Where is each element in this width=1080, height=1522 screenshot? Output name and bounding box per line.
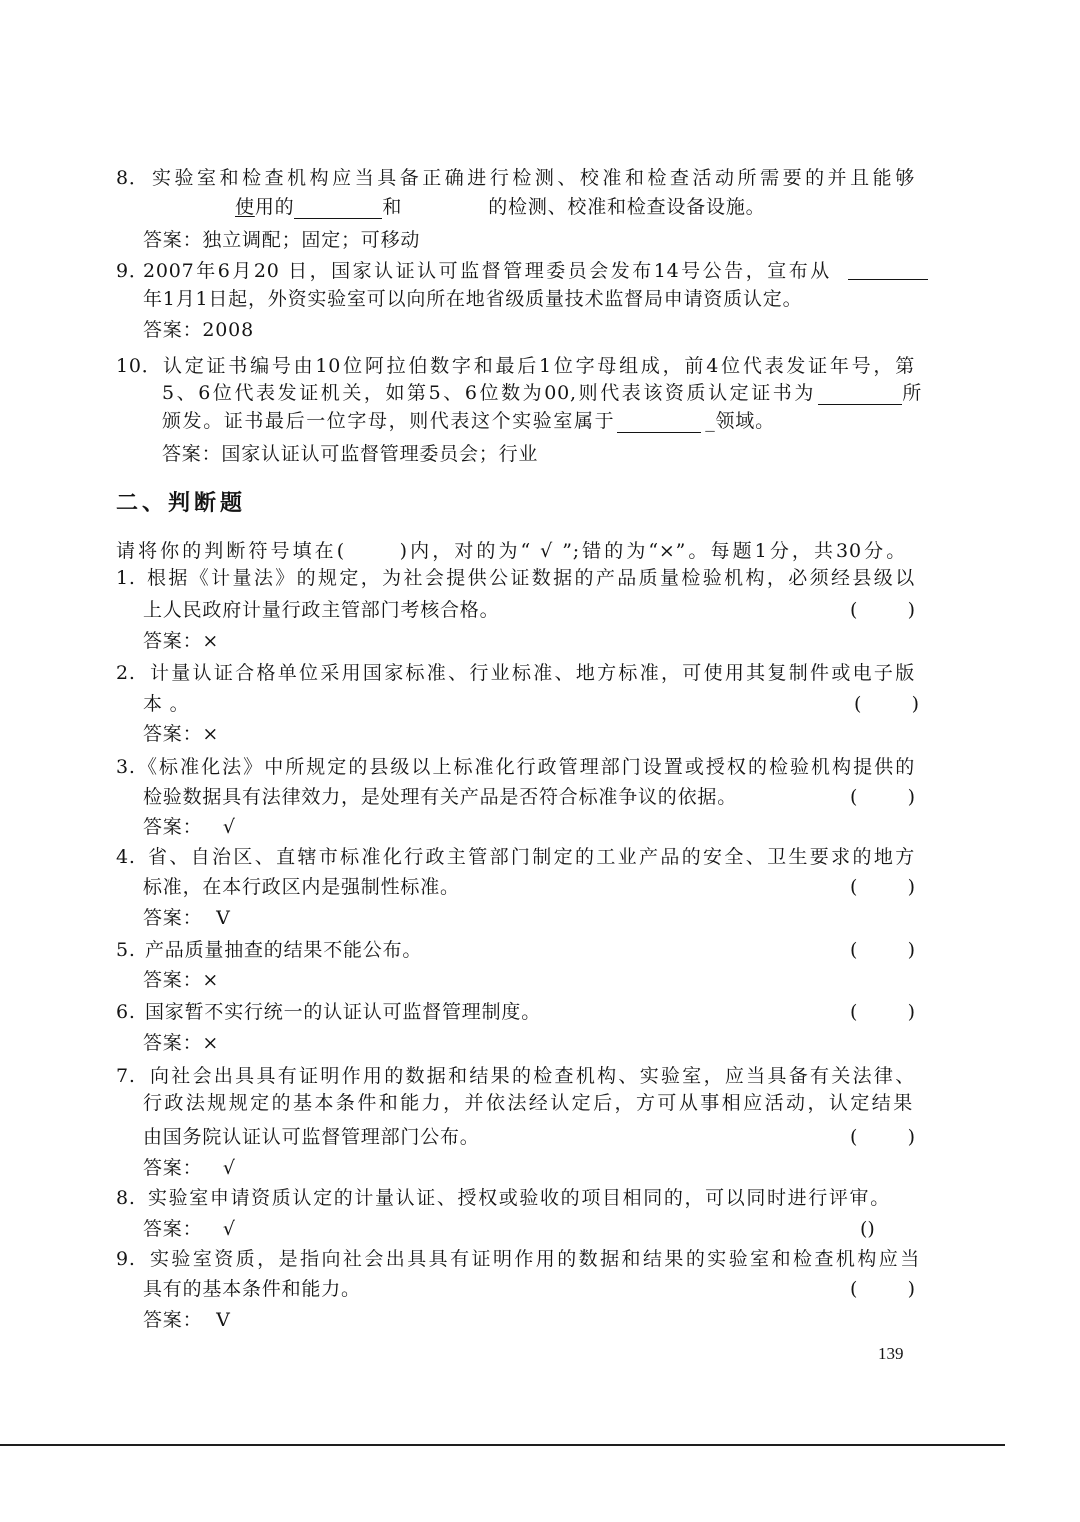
question-number: 8.	[116, 1187, 136, 1209]
question-text-line: 由国务院认证认可监督管理部门公布。	[143, 1126, 480, 1148]
question-text-line: 标准，在本行政区内是强制性标准。	[143, 876, 460, 898]
answer-bracket: ( )	[850, 599, 918, 621]
answer-text: 答案：独立调配；固定；可移动	[143, 229, 421, 251]
fill-blank	[402, 199, 488, 219]
section-instructions: 请将你的判断符号填在( )内，对的为“ √ ”;错的为“×”。每题1分，共30分。	[116, 540, 906, 562]
answer-text: 答案：×	[143, 723, 220, 745]
answer-text: 答案： V	[143, 1309, 231, 1331]
question-text-line	[235, 195, 766, 219]
answer-bracket: ( )	[854, 693, 922, 715]
question-text-line: 实验室资质，是指向社会出具具有证明作用的数据和结果的实验室和检查机构应当	[150, 1248, 920, 1270]
question-text-line: 根据《计量法》的规定，为社会提供公证数据的产品质量检验机构，必须经县级以	[147, 567, 915, 589]
answer-text: 答案： √	[143, 1157, 236, 1179]
question-number: 4.	[116, 846, 136, 868]
answer-text: 答案：×	[143, 1032, 220, 1054]
answer-bracket: ( )	[850, 786, 918, 808]
question-text-line: 认定证书编号由10位阿拉伯数字和最后1位字母组成，前4位代表发证年号，第	[163, 355, 915, 377]
question-number: 10．	[116, 355, 162, 377]
question-text-line: 计量认证合格单位采用国家标准、行业标准、地方标准，可使用其复制件或电子版	[150, 662, 915, 684]
question-text-line: 2007年6月20 日，国家认证认可监督管理委员会发布14号公告，宣布从	[143, 260, 830, 282]
question-text: 的检测、校准和检查设备设施。	[488, 196, 766, 218]
question-text-line	[162, 409, 802, 433]
answer-bracket: ( )	[850, 1126, 918, 1148]
answer-text: 答案：×	[143, 630, 220, 652]
answer-bracket: ( )	[850, 876, 918, 898]
question-text-line: 具有的基本条件和能力。	[143, 1278, 361, 1300]
question-text-line: 年1月1日起，外资实验室可以向所在地省级质量技术监督局申请资质认定。	[143, 288, 803, 310]
question-text-line: 行政法规规定的基本条件和能力，并依法经认定后，方可从事相应活动，认定结果	[143, 1092, 913, 1114]
answer-text: 答案：国家认证认可监督管理委员会；行业	[162, 443, 539, 465]
answer-bracket: ()	[860, 1218, 875, 1240]
footer-rule	[0, 1444, 1005, 1446]
question-number: 5.	[116, 939, 136, 961]
question-number: 8．	[116, 167, 149, 189]
answer-text: 答案： √	[143, 816, 236, 838]
question-text-line: 检验数据具有法律效力，是处理有关产品是否符合标准争议的依据。	[143, 786, 738, 808]
question-text: 颁发。证书最后一位字母，则代表这个实验室属于	[162, 410, 616, 432]
question-text-line: 上人民政府计量行政主管部门考核合格。	[143, 599, 500, 621]
fill-blank	[818, 384, 902, 405]
question-text: 和	[382, 196, 403, 218]
question-number: 3.	[116, 756, 136, 778]
question-text-line: 实验室和检查机构应当具备正确进行检测、校准和检查活动所需要的并且能够	[152, 167, 915, 189]
answer-bracket: ( )	[850, 1001, 918, 1023]
question-number: 1.	[116, 567, 136, 589]
page-number: 139	[878, 1344, 904, 1363]
question-number: 9．	[116, 260, 149, 282]
fill-blank	[617, 412, 701, 433]
question-text: 所	[902, 382, 922, 404]
question-text-line	[162, 381, 922, 405]
underlined-text: 使	[235, 196, 255, 218]
question-text-line: 向社会出具具有证明作用的数据和结果的检查机构、实验室，应当具备有关法律、	[150, 1065, 915, 1087]
answer-text: 答案：2008	[143, 319, 254, 341]
fill-blank	[848, 259, 928, 280]
answer-text: 答案：×	[143, 969, 220, 991]
question-text: 用的	[254, 196, 295, 218]
question-text-line: 实验室申请资质认定的计量认证、授权或验收的项目相同的，可以同时进行评审。	[148, 1187, 890, 1209]
answer-bracket: ( )	[850, 1278, 918, 1300]
question-number: 2.	[116, 662, 136, 684]
answer-bracket: ( )	[850, 939, 918, 961]
question-text: _领域。	[705, 410, 775, 432]
section-heading: 二、判断题	[116, 490, 247, 516]
question-text-line: 本 。	[143, 693, 190, 715]
question-text-line: 省、自治区、直辖市标准化行政主管部门制定的工业产品的安全、卫生要求的地方	[148, 846, 915, 868]
question-text-line: 产品质量抽查的结果不能公布。	[145, 939, 423, 961]
question-number: 7.	[116, 1065, 136, 1087]
fill-blank	[294, 198, 382, 219]
question-number: 6.	[116, 1001, 136, 1023]
question-text-line: 《标准化法》中所规定的县级以上标准化行政管理部门设置或授权的检验机构提供的	[138, 756, 915, 778]
answer-text: 答案： V	[143, 907, 231, 929]
question-text: 5、6位代表发证机关，如第5、6位数为00,则代表该资质认定证书为	[162, 382, 815, 404]
question-text-line: 国家暂不实行统一的认证认可监督管理制度。	[145, 1001, 542, 1023]
answer-text: 答案： √	[143, 1218, 236, 1240]
question-number: 9.	[116, 1248, 136, 1270]
